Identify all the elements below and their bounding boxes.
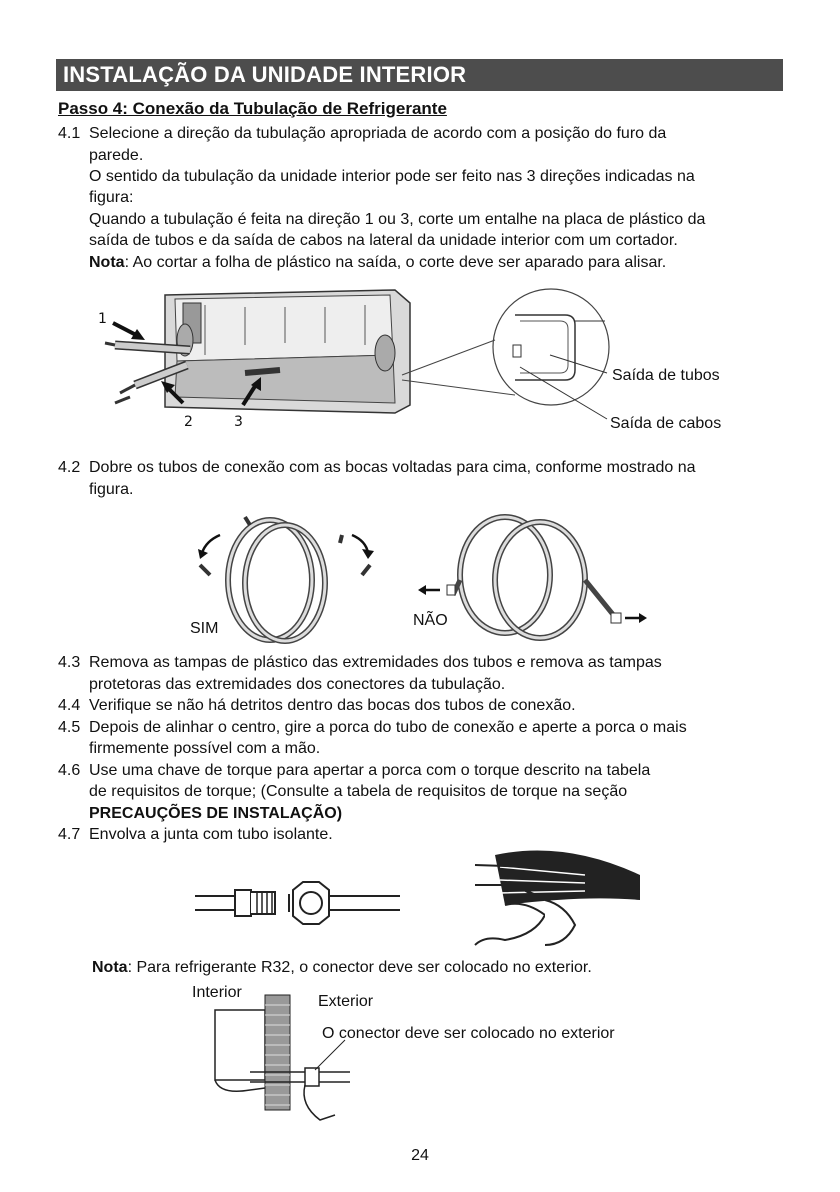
coil-no-figure	[415, 505, 650, 645]
paragraph-line: Depois de alinhar o centro, gire a porca do tubo de conexão e aperte a porca o mais	[89, 719, 687, 736]
label-sim: SIM	[190, 620, 219, 637]
section-banner: INSTALAÇÃO DA UNIDADE INTERIOR	[56, 59, 783, 91]
label-saida-tubos: Saída de tubos	[612, 367, 720, 384]
direction-label-2: 2	[184, 414, 193, 430]
paragraph-line: Selecione a direção da tubulação apropriada de acordo com a posição do furo da	[89, 125, 667, 142]
note-text: : Para refrigerante R32, o conector deve ser colocado no exterior.	[127, 959, 592, 976]
note-label: Nota	[92, 959, 128, 976]
paragraph-line: firmemente possível com a mão.	[89, 740, 321, 757]
detail-zoom-circle	[493, 289, 609, 405]
direction-label-1: 1	[98, 311, 107, 327]
wall-connector-figure	[210, 990, 360, 1140]
label-connector-outside: O conector deve ser colocado no exterior	[322, 1025, 615, 1042]
paragraph-line-bold: PRECAUÇÕES DE INSTALAÇÃO)	[89, 805, 343, 822]
paragraph-line: Use uma chave de torque para apertar a porca com o torque descrito na tabela	[89, 762, 651, 779]
item-number: 4.4	[58, 697, 81, 714]
label-exterior: Exterior	[318, 993, 374, 1010]
paragraph-line: Envolva a junta com tubo isolante.	[89, 826, 333, 843]
brick-wall	[265, 995, 290, 1110]
paragraph-line: O sentido da tubulação da unidade interior pode ser feito nas 3 direções indicadas na	[89, 168, 695, 185]
curved-arrow-left-icon	[202, 535, 220, 553]
note-line	[92, 958, 592, 978]
paragraph-line: figura:	[89, 189, 134, 206]
item-number: 4.7	[58, 826, 81, 843]
item-number: 4.1	[58, 125, 81, 142]
paragraph-line: de requisitos de torque; (Consulte a tabela de requisitos de torque na seção	[89, 783, 628, 800]
item-number: 4.6	[58, 762, 81, 779]
item-number: 4.2	[58, 459, 81, 476]
insulation-wrap-figure	[465, 845, 645, 950]
paragraph-line: figura.	[89, 481, 134, 498]
paragraph-line: Verifique se não há detritos dentro das bocas dos tubos de conexão.	[89, 697, 576, 714]
paragraph-line: saída de tubos e da saída de cabos na lateral da unidade interior com um cortador.	[89, 232, 678, 249]
coil-yes-figure	[190, 505, 390, 645]
paragraph-line: Quando a tubulação é feita na direção 1 ou 3, corte um entalhe na placa de plástico da	[89, 211, 706, 228]
note-label: Nota	[89, 254, 125, 271]
paragraph-line: Dobre os tubos de conexão com as bocas voltadas para cima, conforme mostrado na	[89, 459, 696, 476]
label-nao: NÃO	[413, 612, 448, 629]
paragraph-line: protetoras das extremidades dos conectores da tubulação.	[89, 676, 506, 693]
direction-label-3: 3	[234, 414, 243, 430]
paragraph-line: parede.	[89, 147, 144, 164]
paragraph-line: Remova as tampas de plástico das extremidades dos tubos e remova as tampas	[89, 654, 662, 671]
label-interior: Interior	[192, 984, 242, 1001]
label-saida-cabos: Saída de cabos	[610, 415, 722, 432]
note-line	[89, 253, 666, 273]
step-title: Passo 4: Conexão da Tubulação de Refrigerante	[58, 99, 447, 118]
page-number: 24	[411, 1147, 429, 1164]
indoor-unit-piping-figure	[95, 285, 605, 450]
connector-figure	[195, 872, 405, 932]
note-text: : Ao cortar a folha de plástico na saída, o corte deve ser aparado para alisar.	[124, 254, 667, 271]
item-number: 4.3	[58, 654, 81, 671]
item-number: 4.5	[58, 719, 81, 736]
